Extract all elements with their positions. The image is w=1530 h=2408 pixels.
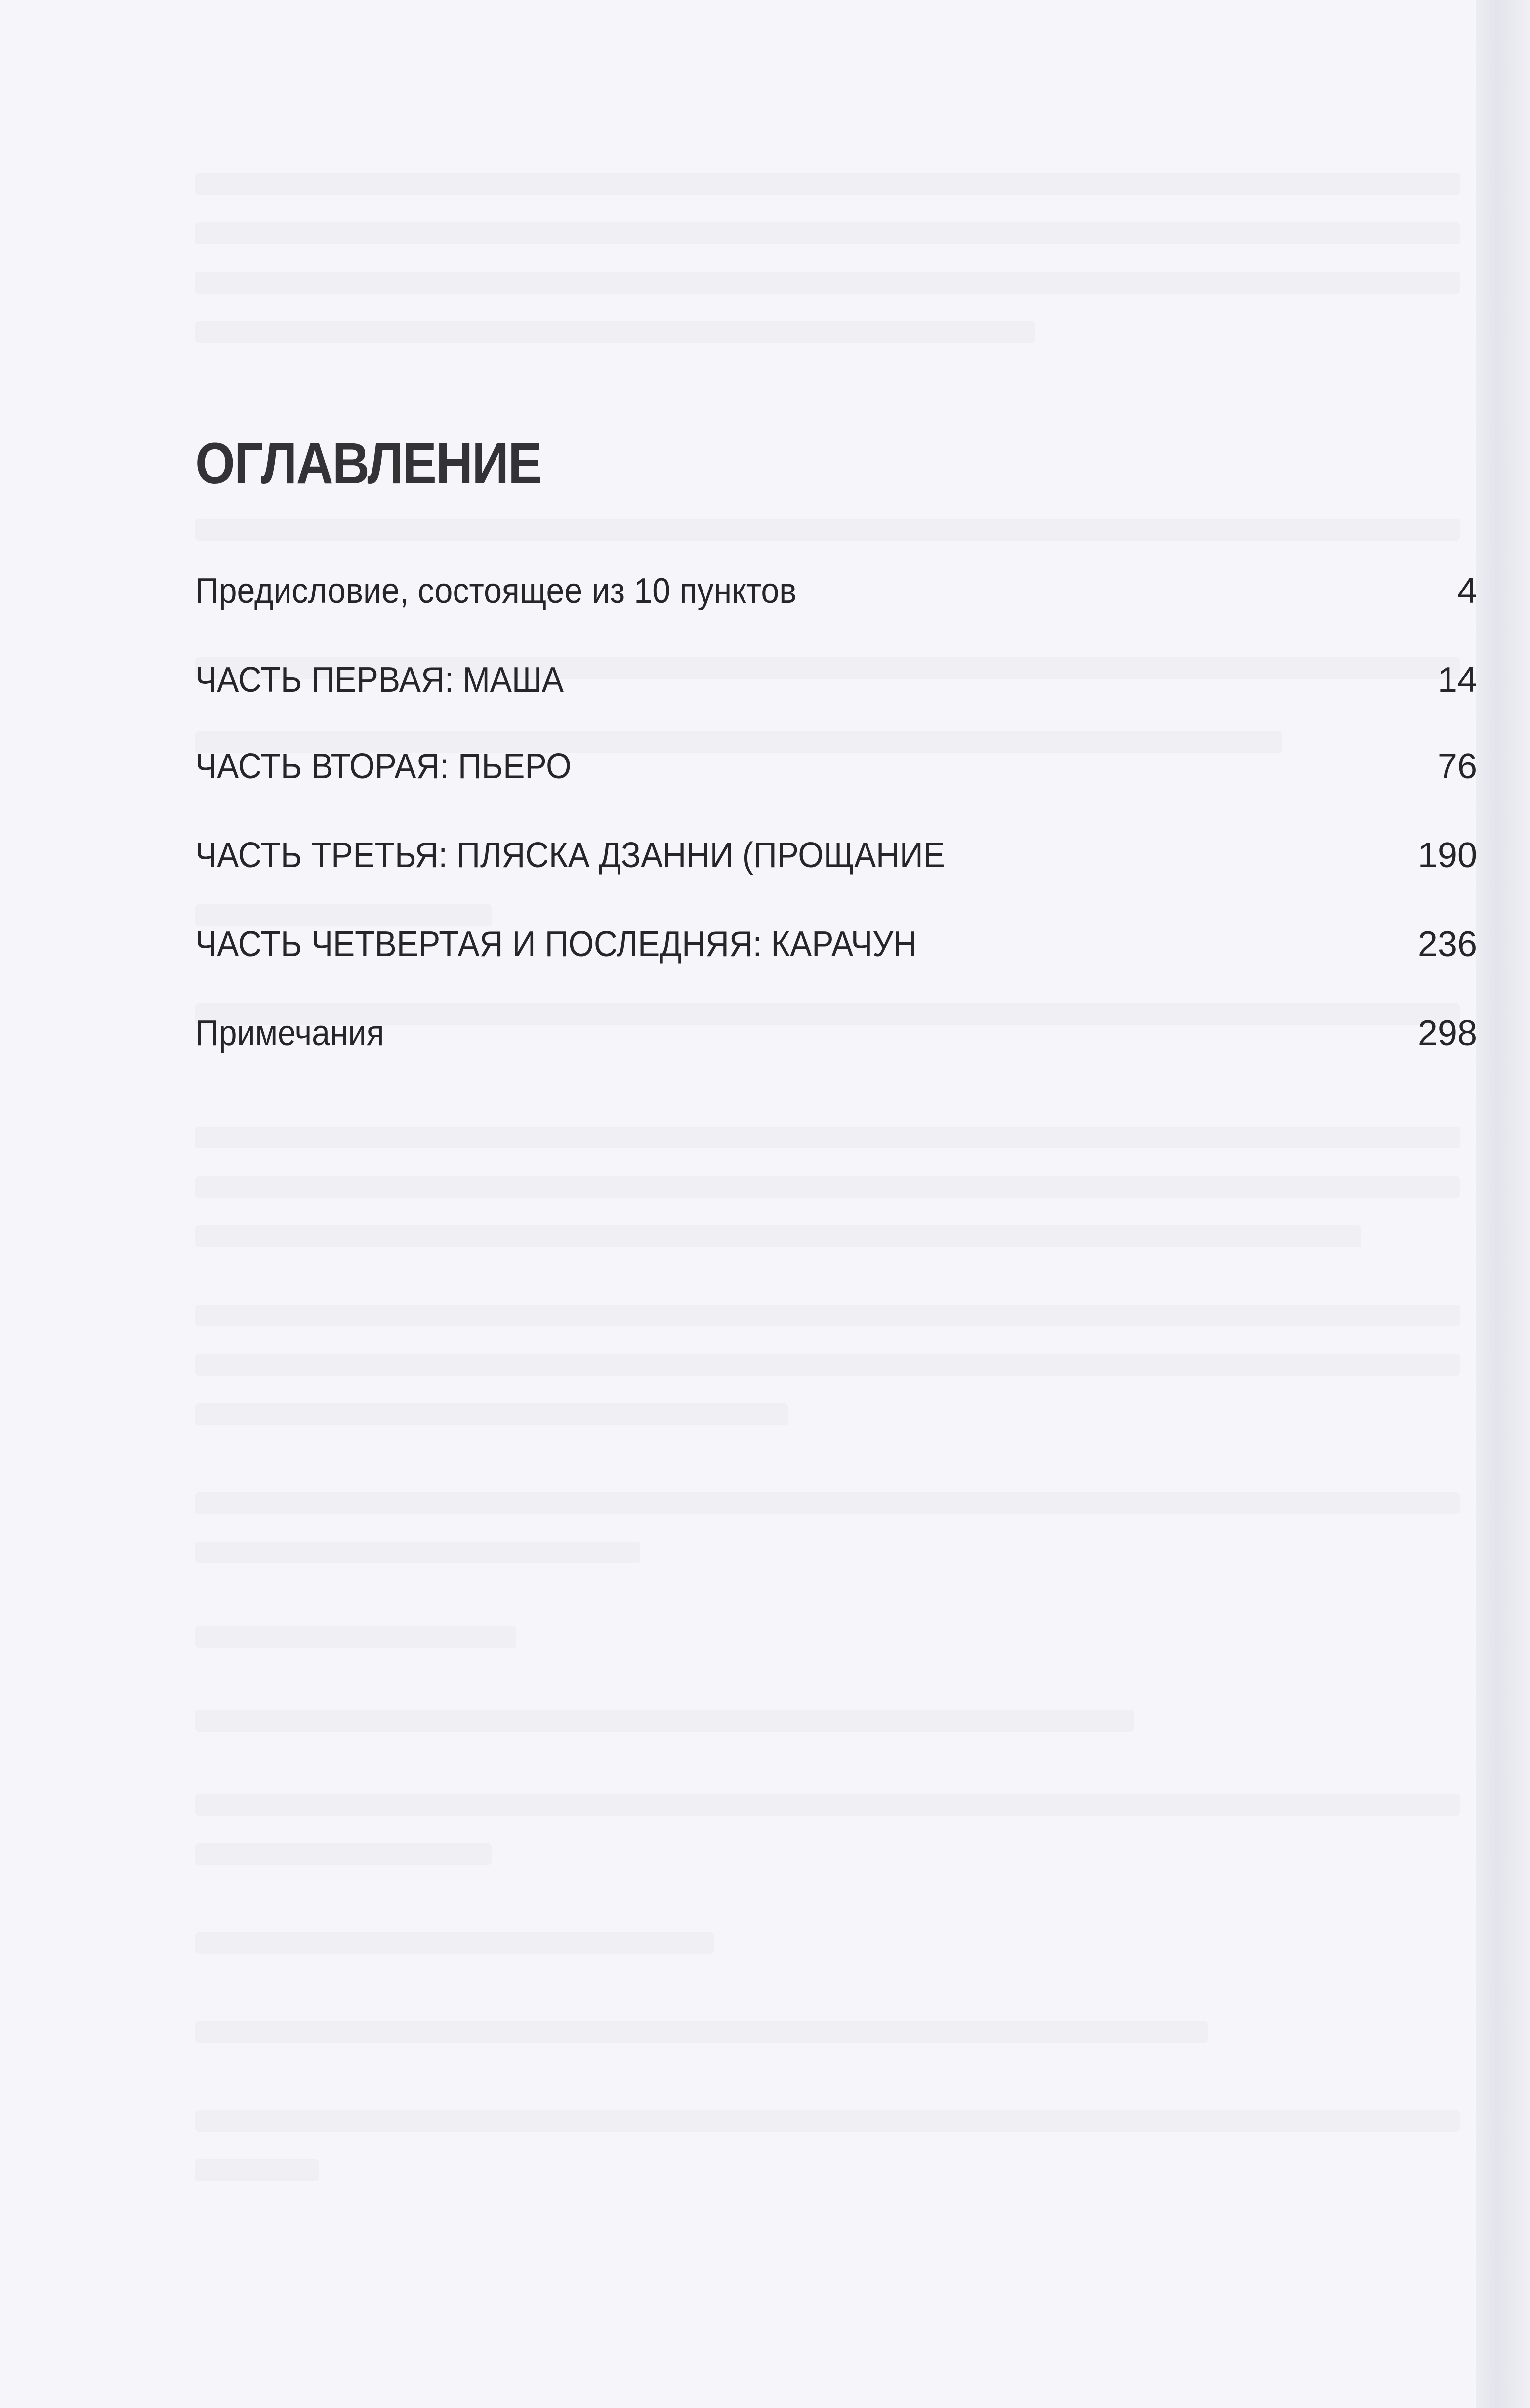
toc-entry-label: ЧАСТЬ ПЕРВАЯ: МАША: [195, 660, 564, 700]
toc-entry: [195, 571, 1477, 615]
toc-entry: [195, 660, 1477, 704]
toc-entry-label: Предисловие, состоящее из 10 пунктов: [195, 571, 797, 611]
toc-entry: [195, 835, 1477, 880]
toc-entry: [195, 924, 1477, 969]
toc-entry-label: ЧАСТЬ ВТОРАЯ: ПЬЕРО: [195, 747, 572, 786]
toc-entry: [195, 1013, 1477, 1057]
toc-entry: [195, 746, 1477, 791]
toc-entry-label: Примечания: [195, 1014, 384, 1053]
toc-entry-page: 76: [1437, 747, 1477, 786]
toc-entry-label: ЧАСТЬ ТРЕТЬЯ: ПЛЯСКА ДЗАННИ (ПРОЩАНИЕ: [195, 836, 945, 875]
toc-entry-page: 236: [1417, 925, 1477, 964]
toc-entry-page: 14: [1437, 660, 1477, 700]
page-edge-shadow: [1476, 0, 1530, 2408]
toc-entry-page: 4: [1457, 571, 1477, 611]
page-title: ОГЛАВЛЕНИЕ: [195, 431, 541, 496]
toc-entry-label: ЧАСТЬ ЧЕТВЕРТАЯ И ПОСЛЕДНЯЯ: КАРАЧУН: [195, 925, 917, 964]
toc-entry-page: 298: [1417, 1014, 1477, 1053]
toc-entry-page: 190: [1417, 836, 1477, 875]
